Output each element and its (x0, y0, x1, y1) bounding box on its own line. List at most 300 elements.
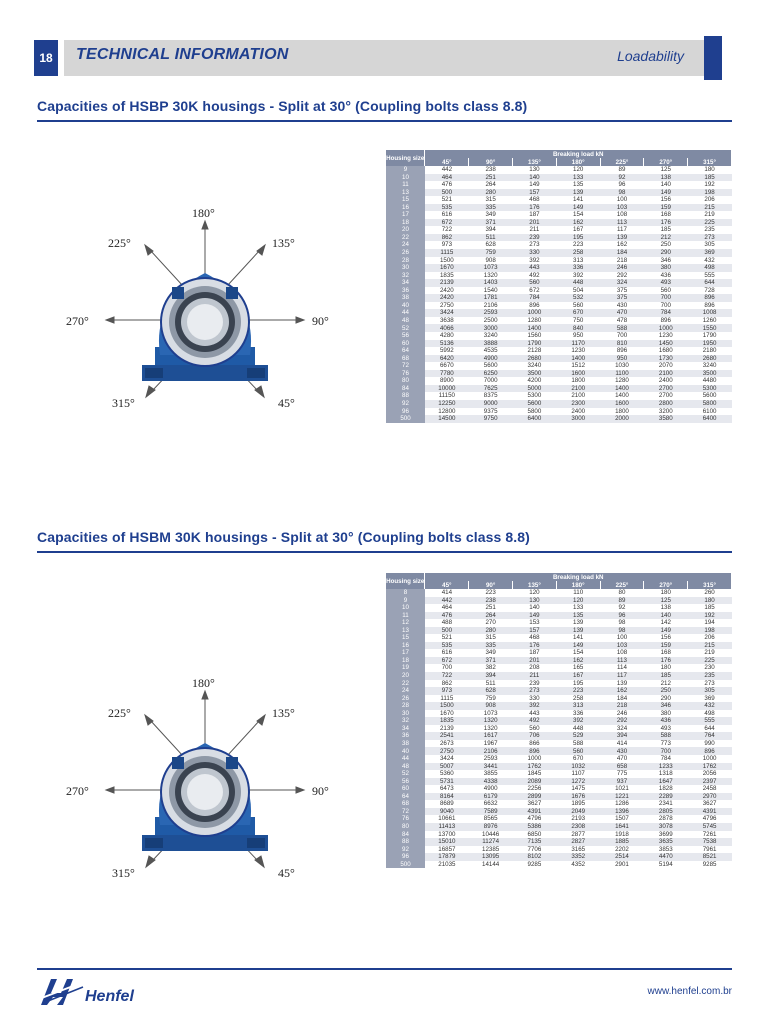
load-cell: 380 (644, 264, 688, 272)
load-cell: 628 (469, 241, 513, 249)
housing-size-cell: 96 (386, 408, 425, 416)
henfel-logo (37, 975, 147, 1009)
load-cell: 1670 (425, 710, 469, 718)
load-cell: 2514 (600, 853, 644, 861)
angle-column-header: 180° (556, 158, 600, 166)
load-cell: 2300 (556, 400, 600, 408)
housing-size-cell: 24 (386, 687, 425, 695)
load-cell: 185 (688, 174, 732, 182)
load-cell: 464 (425, 174, 469, 182)
table-row (386, 166, 732, 174)
load-cell: 5136 (425, 340, 469, 348)
load-cell: 1320 (469, 717, 513, 725)
load-cell: 896 (513, 747, 557, 755)
table-row (386, 279, 732, 287)
load-cell: 162 (600, 687, 644, 695)
load-cell: 2680 (688, 355, 732, 363)
load-cell: 223 (469, 589, 513, 597)
load-cell: 500 (425, 627, 469, 635)
load-cell: 9040 (425, 808, 469, 816)
load-cell: 290 (644, 249, 688, 257)
load-cell: 2593 (469, 755, 513, 763)
load-cell: 470 (600, 755, 644, 763)
housing-size-cell: 68 (386, 800, 425, 808)
header-title: TECHNICAL INFORMATION (76, 46, 289, 63)
load-cell: 6179 (469, 793, 513, 801)
housing-size-cell: 36 (386, 732, 425, 740)
load-cell: 1500 (425, 702, 469, 710)
load-cell: 258 (556, 695, 600, 703)
load-cell: 2128 (513, 347, 557, 355)
load-cell: 98 (600, 619, 644, 627)
load-cell: 2680 (513, 355, 557, 363)
housing-diagram-1 (60, 205, 350, 410)
load-cell: 488 (425, 619, 469, 627)
section1-title: Capacities of HSBP 30K housings - Split at 30° (Coupling bolts class 8.8) (37, 98, 528, 114)
housing-size-cell: 20 (386, 672, 425, 680)
load-cell: 950 (600, 355, 644, 363)
load-cell: 1400 (513, 324, 557, 332)
load-cell: 728 (688, 287, 732, 295)
load-cell: 1230 (644, 332, 688, 340)
load-cell: 1032 (556, 763, 600, 771)
load-cell: 1550 (688, 324, 732, 332)
load-cell: 198 (688, 627, 732, 635)
load-cell: 722 (425, 226, 469, 234)
load-cell: 195 (556, 234, 600, 242)
table-row (386, 241, 732, 249)
housing-size-cell: 16 (386, 204, 425, 212)
load-cell: 2458 (688, 785, 732, 793)
load-cell: 937 (600, 778, 644, 786)
load-cell: 246 (600, 710, 644, 718)
load-cell: 511 (469, 234, 513, 242)
table-row (386, 377, 732, 385)
housing-size-cell: 48 (386, 763, 425, 771)
load-cell: 535 (425, 642, 469, 650)
angle-column-header: 225° (600, 158, 644, 166)
load-cell: 448 (556, 725, 600, 733)
load-cell: 432 (688, 257, 732, 265)
table-row (386, 627, 732, 635)
load-cell: 498 (688, 264, 732, 272)
load-cell: 1000 (513, 309, 557, 317)
housing-size-cell: 72 (386, 362, 425, 370)
load-cell: 560 (556, 302, 600, 310)
load-cell: 8900 (425, 377, 469, 385)
load-cell: 2139 (425, 279, 469, 287)
housing-size-cell: 34 (386, 279, 425, 287)
table-row (386, 249, 732, 257)
load-cell: 6100 (688, 408, 732, 416)
angle-label-225: 225° (108, 236, 131, 250)
housing-size-cell: 88 (386, 392, 425, 400)
load-cell: 1073 (469, 710, 513, 718)
load-cell: 1885 (600, 838, 644, 846)
load-cell: 218 (600, 702, 644, 710)
housing-size-cell: 18 (386, 657, 425, 665)
load-cell: 117 (600, 672, 644, 680)
load-cell: 2541 (425, 732, 469, 740)
load-cell: 392 (513, 702, 557, 710)
load-cell: 176 (644, 219, 688, 227)
load-cell: 532 (556, 294, 600, 302)
load-cell: 5600 (469, 362, 513, 370)
load-cell: 2400 (556, 408, 600, 416)
load-cell: 896 (688, 294, 732, 302)
table-row (386, 392, 732, 400)
load-cell: 644 (688, 279, 732, 287)
load-cell: 139 (556, 619, 600, 627)
table-row (386, 672, 732, 680)
load-cell: 840 (556, 324, 600, 332)
load-cell: 264 (469, 181, 513, 189)
angle-label-90: 90° (312, 784, 329, 798)
load-cell: 149 (644, 189, 688, 197)
load-cell: 1730 (644, 355, 688, 363)
table-row (386, 823, 732, 831)
housing-size-cell: 92 (386, 400, 425, 408)
housing-size-cell: 60 (386, 340, 425, 348)
load-cell: 125 (644, 166, 688, 174)
load-cell: 7261 (688, 831, 732, 839)
table-row (386, 853, 732, 861)
load-cell: 5300 (513, 392, 557, 400)
load-cell: 108 (600, 649, 644, 657)
load-cell: 616 (425, 649, 469, 657)
load-cell: 1000 (513, 755, 557, 763)
load-cell: 1600 (600, 400, 644, 408)
housing-size-cell: 19 (386, 664, 425, 672)
load-cell: 616 (425, 211, 469, 219)
housing-size-cell: 26 (386, 695, 425, 703)
housing-size-cell: 34 (386, 725, 425, 733)
table-row (386, 302, 732, 310)
load-cell: 10446 (469, 831, 513, 839)
housing-size-cell: 17 (386, 211, 425, 219)
table-row (386, 415, 732, 423)
load-cell: 110 (556, 589, 600, 597)
load-cell: 1233 (644, 763, 688, 771)
load-cell: 9000 (469, 400, 513, 408)
housing-body (142, 273, 268, 381)
load-cell: 1500 (425, 257, 469, 265)
load-cell: 103 (600, 204, 644, 212)
table-row (386, 604, 732, 612)
table-row (386, 717, 732, 725)
load-cell: 201 (513, 657, 557, 665)
housing-size-cell: 24 (386, 241, 425, 249)
load-cell: 4535 (469, 347, 513, 355)
load-cell: 167 (556, 672, 600, 680)
load-cell: 1008 (688, 309, 732, 317)
table-row (386, 634, 732, 642)
breaking-load-header: Breaking load kN (425, 573, 732, 581)
housing-size-cell: 16 (386, 642, 425, 650)
housing-size-cell: 500 (386, 861, 425, 869)
load-cell: 184 (600, 249, 644, 257)
section1-rule (37, 120, 732, 122)
load-cell: 246 (600, 264, 644, 272)
load-cell: 219 (688, 649, 732, 657)
load-cell: 436 (644, 717, 688, 725)
load-cell: 4338 (469, 778, 513, 786)
header-accent (704, 36, 722, 80)
load-cell: 4391 (513, 808, 557, 816)
load-cell: 2397 (688, 778, 732, 786)
breaking-load-header: Breaking load kN (425, 150, 732, 158)
load-cell: 7135 (513, 838, 557, 846)
load-cell: 560 (513, 279, 557, 287)
load-cell: 588 (644, 732, 688, 740)
load-cell: 273 (513, 687, 557, 695)
housing-size-cell: 30 (386, 264, 425, 272)
load-cell: 2800 (644, 400, 688, 408)
website-link[interactable]: www.henfel.com.br (647, 986, 732, 997)
load-cell: 2289 (644, 793, 688, 801)
table-row (386, 815, 732, 823)
load-cell: 380 (644, 710, 688, 718)
housing-size-header: Housing size (386, 150, 425, 166)
load-cell: 180 (644, 664, 688, 672)
housing-size-cell: 28 (386, 702, 425, 710)
load-cell: 2089 (513, 778, 557, 786)
load-cell: 335 (469, 642, 513, 650)
housing-size-cell: 38 (386, 294, 425, 302)
housing-size-cell: 72 (386, 808, 425, 816)
load-cell: 336 (556, 710, 600, 718)
load-cell: 235 (688, 672, 732, 680)
load-cell: 628 (469, 687, 513, 695)
load-cell: 2899 (513, 793, 557, 801)
load-cell: 14500 (425, 415, 469, 423)
load-cell: 4200 (513, 377, 557, 385)
load-cell: 162 (600, 241, 644, 249)
housing-size-cell: 36 (386, 287, 425, 295)
load-cell: 6632 (469, 800, 513, 808)
brand-name: Henfel (85, 988, 134, 1005)
load-cell: 140 (644, 181, 688, 189)
housing-size-cell: 20 (386, 226, 425, 234)
load-cell: 896 (513, 302, 557, 310)
table-row (386, 317, 732, 325)
load-cell: 3855 (469, 770, 513, 778)
table-row (386, 763, 732, 771)
load-cell: 250 (644, 241, 688, 249)
load-cell: 8565 (469, 815, 513, 823)
housing-size-cell: 9 (386, 166, 425, 174)
load-cell: 2341 (644, 800, 688, 808)
table-row (386, 702, 732, 710)
load-cell: 80 (600, 589, 644, 597)
load-cell: 1918 (600, 831, 644, 839)
load-cell: 7538 (688, 838, 732, 846)
load-cell: 330 (513, 249, 557, 257)
load-cell: 3638 (425, 317, 469, 325)
table-row (386, 362, 732, 370)
load-cell: 759 (469, 249, 513, 257)
load-cell: 194 (688, 619, 732, 627)
load-cell: 324 (600, 279, 644, 287)
load-cell: 7000 (469, 377, 513, 385)
table-row (386, 732, 732, 740)
load-cell: 218 (600, 257, 644, 265)
load-cell: 5992 (425, 347, 469, 355)
load-cell: 176 (513, 642, 557, 650)
angle-column-header: 270° (644, 158, 688, 166)
load-cell: 7780 (425, 370, 469, 378)
load-cell: 6473 (425, 785, 469, 793)
table-row (386, 272, 732, 280)
load-cell: 560 (644, 287, 688, 295)
load-cell: 290 (644, 695, 688, 703)
load-cell: 468 (513, 196, 557, 204)
load-cell: 1670 (425, 264, 469, 272)
load-cell: 211 (513, 672, 557, 680)
load-cell: 1115 (425, 249, 469, 257)
load-cell: 5360 (425, 770, 469, 778)
load-cell: 1507 (600, 815, 644, 823)
table-row (386, 264, 732, 272)
load-cell: 588 (556, 740, 600, 748)
table-row (386, 408, 732, 416)
load-cell: 96 (600, 612, 644, 620)
load-cell: 238 (469, 597, 513, 605)
load-cell: 140 (513, 174, 557, 182)
angle-column-header: 135° (513, 158, 557, 166)
load-cell: 700 (644, 302, 688, 310)
load-cell: 1790 (688, 332, 732, 340)
load-cell: 89 (600, 166, 644, 174)
load-cell: 1647 (644, 778, 688, 786)
load-cell: 120 (556, 166, 600, 174)
housing-size-cell: 15 (386, 196, 425, 204)
load-cell: 375 (600, 287, 644, 295)
load-cell: 7961 (688, 846, 732, 854)
load-cell: 2139 (425, 725, 469, 733)
housing-size-cell: 28 (386, 257, 425, 265)
load-cell: 1073 (469, 264, 513, 272)
housing-size-cell: 18 (386, 219, 425, 227)
angle-label-315: 315° (112, 396, 135, 410)
load-cell: 1030 (600, 362, 644, 370)
load-cell: 1600 (556, 370, 600, 378)
load-cell: 176 (513, 204, 557, 212)
load-cell: 862 (425, 234, 469, 242)
housing-size-cell: 22 (386, 234, 425, 242)
load-cell: 13700 (425, 831, 469, 839)
load-cell: 3627 (513, 800, 557, 808)
load-cell: 98 (600, 189, 644, 197)
table-row (386, 211, 732, 219)
load-cell: 908 (469, 257, 513, 265)
load-cell: 511 (469, 680, 513, 688)
load-cell: 149 (644, 627, 688, 635)
load-cell: 8521 (688, 853, 732, 861)
load-cell: 168 (644, 649, 688, 657)
load-cell: 11150 (425, 392, 469, 400)
load-cell: 4900 (469, 785, 513, 793)
load-cell: 588 (600, 324, 644, 332)
table-row (386, 612, 732, 620)
load-cell: 2877 (556, 831, 600, 839)
load-cell: 504 (556, 287, 600, 295)
load-cell: 324 (600, 725, 644, 733)
load-cell: 436 (644, 272, 688, 280)
housing-size-cell: 84 (386, 385, 425, 393)
housing-size-cell: 92 (386, 846, 425, 854)
table-row (386, 785, 732, 793)
load-cell: 139 (600, 680, 644, 688)
load-cell: 201 (513, 219, 557, 227)
load-cell: 1400 (556, 355, 600, 363)
angle-label-135: 135° (272, 706, 295, 720)
load-cell: 555 (688, 717, 732, 725)
load-cell: 658 (600, 763, 644, 771)
load-cell: 133 (556, 604, 600, 612)
load-cell: 3200 (644, 408, 688, 416)
load-cell: 14144 (469, 861, 513, 869)
load-cell: 258 (556, 249, 600, 257)
table-row (386, 294, 732, 302)
housing-size-cell: 9 (386, 597, 425, 605)
load-cell: 117 (600, 226, 644, 234)
footer-rule (37, 968, 732, 970)
load-cell: 670 (556, 755, 600, 763)
load-cell: 3635 (644, 838, 688, 846)
housing-size-cell: 32 (386, 717, 425, 725)
load-cell: 208 (513, 664, 557, 672)
load-cell: 8689 (425, 800, 469, 808)
load-cell: 156 (644, 634, 688, 642)
housing-size-cell: 56 (386, 332, 425, 340)
table-row (386, 687, 732, 695)
load-cell: 672 (425, 219, 469, 227)
housing-size-cell: 96 (386, 853, 425, 861)
load-cell: 560 (513, 725, 557, 733)
load-cell: 862 (425, 680, 469, 688)
table-row (386, 747, 732, 755)
housing-size-cell: 500 (386, 415, 425, 423)
load-cell: 442 (425, 597, 469, 605)
load-cell: 1400 (600, 385, 644, 393)
housing-size-cell: 44 (386, 755, 425, 763)
load-cell: 784 (644, 755, 688, 763)
load-cell: 1680 (644, 347, 688, 355)
load-cell: 896 (600, 347, 644, 355)
load-cell: 706 (513, 732, 557, 740)
load-cell: 759 (469, 695, 513, 703)
load-cell: 92 (600, 174, 644, 182)
load-cell: 167 (556, 226, 600, 234)
load-cell: 313 (556, 702, 600, 710)
load-cell: 3424 (425, 755, 469, 763)
load-cell: 149 (513, 612, 557, 620)
load-cell: 180 (688, 166, 732, 174)
housing-size-cell: 12 (386, 619, 425, 627)
load-cell: 10000 (425, 385, 469, 393)
table-row (386, 680, 732, 688)
load-cell: 492 (513, 272, 557, 280)
table-row (386, 800, 732, 808)
load-cell: 448 (556, 279, 600, 287)
load-cell: 206 (688, 634, 732, 642)
load-cell: 5800 (513, 408, 557, 416)
load-cell: 5000 (513, 385, 557, 393)
load-cell: 5386 (513, 823, 557, 831)
load-cell: 3500 (688, 370, 732, 378)
load-cell: 212 (644, 234, 688, 242)
